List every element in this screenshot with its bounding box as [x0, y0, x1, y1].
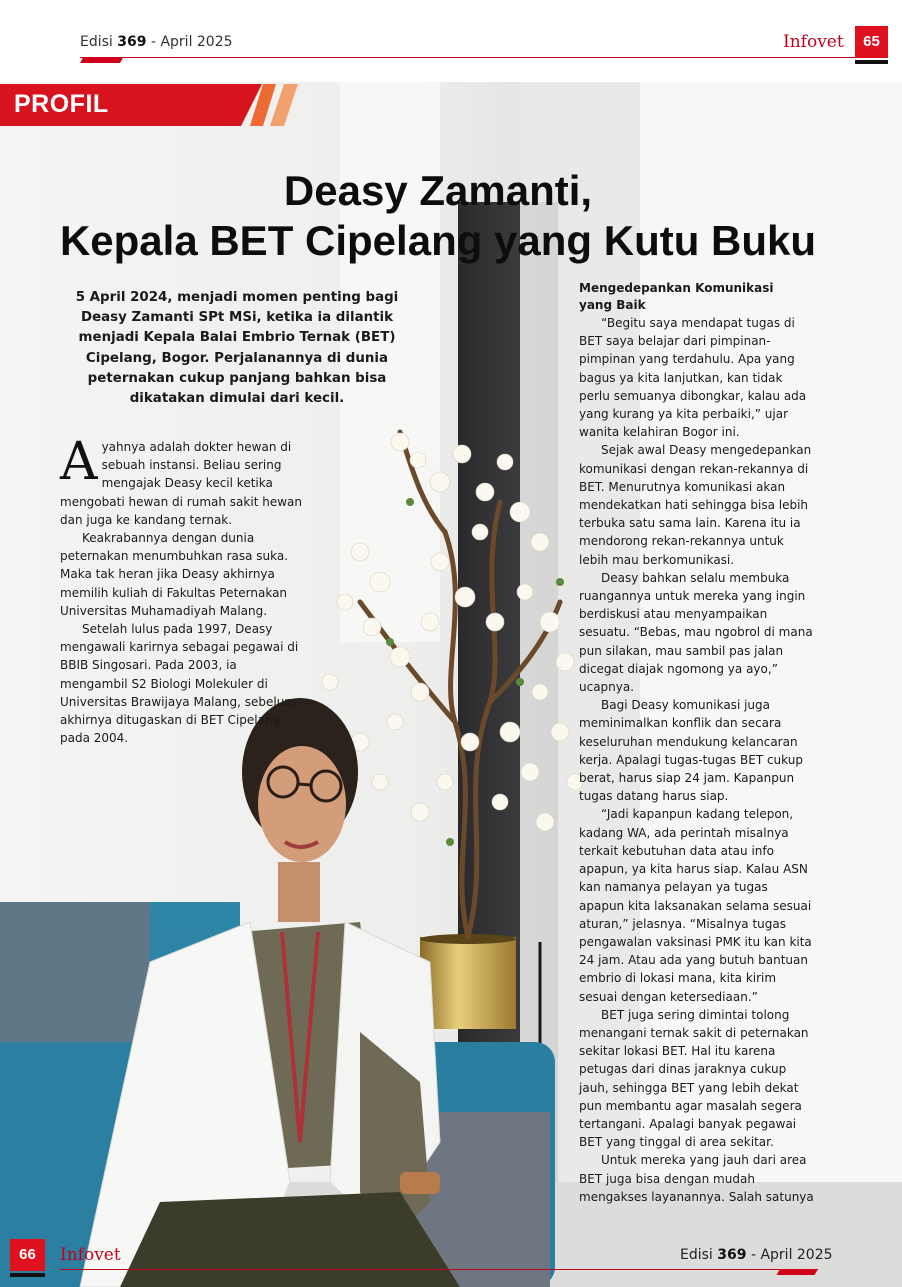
edition-info	[80, 34, 233, 50]
section-banner-stripe	[270, 84, 298, 126]
magazine-brand: Infovet	[783, 32, 844, 52]
page-number: 65	[855, 26, 888, 58]
header-accent	[80, 57, 123, 63]
footer-edition-prefix: Edisi	[680, 1247, 713, 1263]
title-line-2: Kepala BET Cipelang yang Kutu Buku	[59, 217, 817, 264]
body-column-left	[60, 432, 304, 747]
page-header	[0, 0, 902, 82]
subheading: Mengedepankan Komunikasi yang Baik	[579, 281, 774, 312]
article-title	[0, 166, 876, 266]
body-paragraph: “Begitu saya mendapat tugas di BET saya belajar dari pimpinan-pimpinan yang terdahulu. Apa yang bagus ya kita lanjutkan, kan tidak perlu semuanya dibongkar, kalau ada yang kurang ya kita perbaiki,” ujar wanita kelahiran Bogor ini.	[579, 316, 807, 440]
footer-rule	[60, 1269, 818, 1270]
body-paragraph: BET juga sering dimintai tolong menangani ternak sakit di peternakan sekitar lokasi BET. Hal itu karena petugas dari dinas jaraknya cukup jauh, sehingga BET yang lebih dekat pun membantu agar masalah segera tertangani. Apalagi banyak pegawai BET yang tinggal di area sekitar.	[579, 1007, 809, 1150]
edition-date: - April 2025	[150, 34, 233, 50]
page-number-underline	[855, 60, 888, 64]
section-banner	[0, 84, 298, 126]
edition-number: 369	[117, 34, 147, 50]
drop-cap: A	[60, 432, 98, 492]
footer-edition-number: 369	[717, 1247, 747, 1263]
footer-edition-date: - April 2025	[750, 1247, 833, 1263]
article-lead: 5 April 2024, menjadi momen penting bagi Deasy Zamanti SPt MSi, ketika ia dilantik menjadi Kepala Balai Embrio Ternak (BET) Cipelang, Bogor. Perjalanannya di dunia peternakan cukup panjang bahkan bisa dikatakan dimulai dari kecil.	[75, 290, 399, 407]
section-label: PROFIL	[14, 90, 109, 118]
body-paragraph: Bagi Deasy komunikasi juga meminimalkan konflik dan secara keseluruhan mendukung kelancaran kerja. Apalagi tugas-tugas BET cukup berat, harus siap 24 jam. Kapanpun tugas datang harus siap.	[579, 698, 803, 804]
body-paragraph: “Jadi kapanpun kadang telepon, kadang WA, ada perintah misalnya terkait kebutuhan data atau info apapun, ya kita harus siap. Kalau ASN kan namanya pelayan ya tugas apapun kita laksanakan selama sesuai aturan,” jelasnya. “Misalnya tugas pengawalan vaksinasi PMK itu kan kita 24 jam. Atau ada yang butuh bantuan embrio di lokasi mana, kita kirim sesuai dengan ketersediaan.”	[579, 807, 812, 1004]
body-paragraph: Untuk mereka yang jauh dari area BET juga bisa dengan mudah mengakses layanannya. Salah satunya	[579, 1153, 814, 1204]
body-paragraph: Keakrabannya dengan dunia peternakan menumbuhkan rasa suka. Maka tak heran jika Deasy akhirnya memilih kuliah di Fakultas Peternakan Universitas Muhamadiyah Malang.	[60, 531, 289, 618]
edition-prefix: Edisi	[80, 34, 113, 50]
body-paragraph: Deasy bahkan selalu membuka ruangannya untuk mereka yang ingin berdiskusi atau menyampaikan sesuatu. “Bebas, mau ngobrol di mana pun silakan, mau sambil pas jalan dicegat diajak ngomong ya ayo,” ucapnya.	[579, 570, 813, 695]
footer-brand: Infovet	[60, 1245, 121, 1265]
header-rule	[80, 57, 855, 58]
body-paragraph: Sejak awal Deasy mengedepankan komunikasi dengan rekan-rekannya di BET. Menurutnya komunikasi akan mendekatkan hati sehingga bisa lebih terbuka satu sama lain. Karena itu ia mendorong rekan-rekannya untuk lebih mau berkomunikasi.	[579, 443, 812, 567]
body-paragraph: Ayahnya adalah dokter hewan di sebuah instansi. Beliau sering mengajak Deasy kecil ketika mengobati hewan di rumah sakit hewan dan juga ke kandang ternak.	[60, 432, 302, 527]
footer-accent	[777, 1269, 818, 1275]
footer-edition-info	[680, 1247, 833, 1263]
body-column-right	[579, 280, 815, 1206]
footer-page-number: 66	[10, 1239, 45, 1271]
title-line-1: Deasy Zamanti,	[283, 167, 593, 214]
body-paragraph: Setelah lulus pada 1997, Deasy mengawali karirnya sebagai pegawai di BBIB Singosari. Pada 2003, ia mengambil S2 Biologi Molekuler di Universitas Brawijaya Malang, sebelum akhirnya ditugaskan di BET Cipelang pada 2004.	[60, 622, 299, 746]
footer-page-number-underline	[10, 1273, 45, 1277]
